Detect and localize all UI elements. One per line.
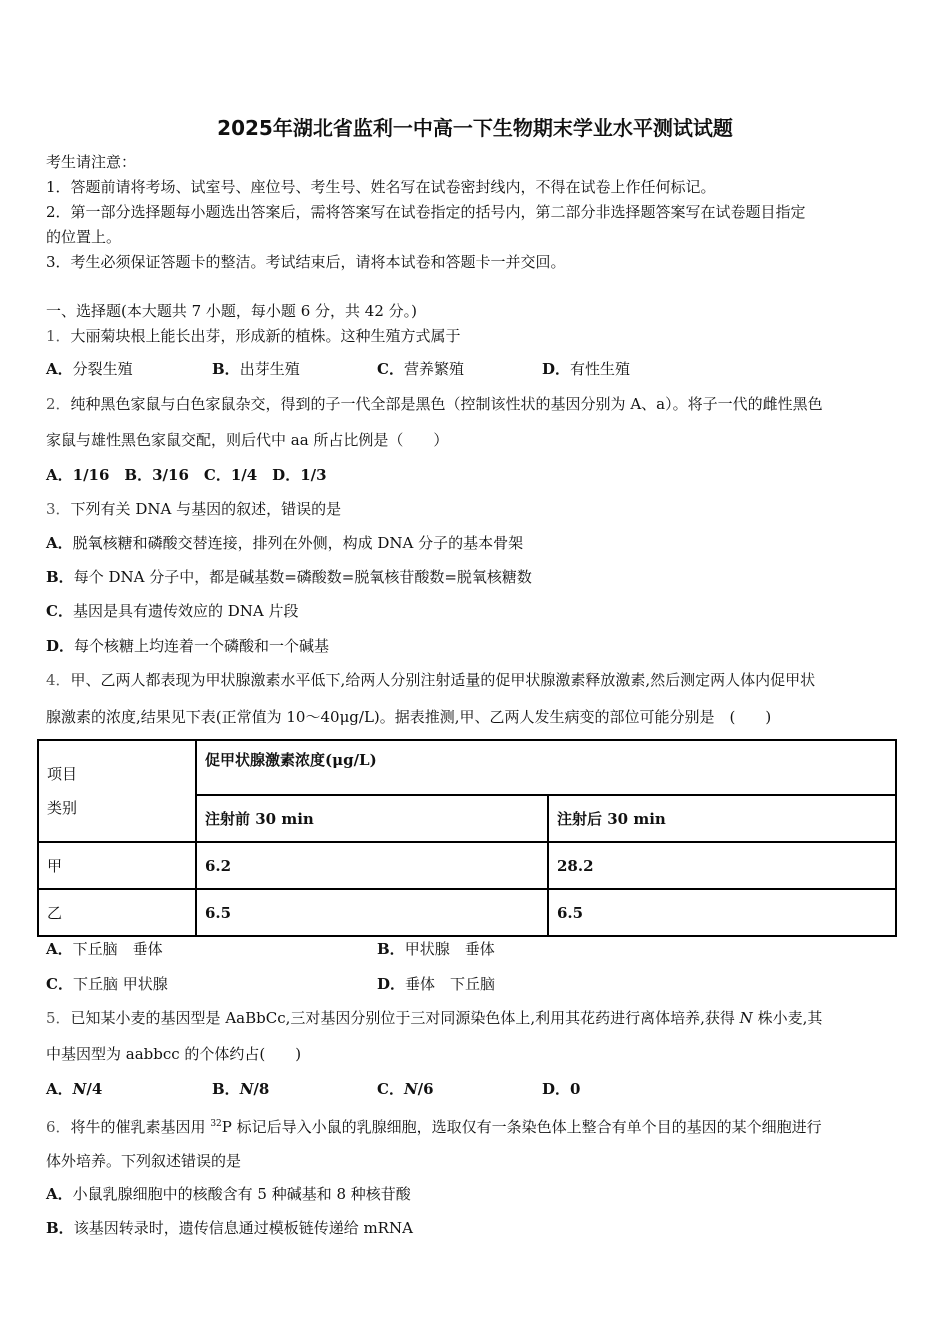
variable-n: N: [239, 1080, 254, 1098]
table-row: [38, 842, 896, 889]
question-text: 下列有关 DNA 与基因的叙述，错误的是: [70, 500, 342, 518]
question-number: 3．: [46, 500, 71, 518]
table-row: [38, 889, 896, 936]
option-text: 垂体 下丘脑: [405, 975, 496, 993]
q4-option-d[interactable]: [377, 973, 495, 995]
cell-before: 6.5: [196, 889, 548, 936]
question-1-stem: [46, 325, 461, 347]
option-key: B．: [46, 568, 74, 586]
q5-option-d[interactable]: [542, 1078, 580, 1100]
option-key: A．: [46, 1080, 73, 1098]
q3-option-c[interactable]: [46, 600, 298, 622]
option-key: D．: [377, 975, 406, 993]
corner-top: 项目: [47, 765, 78, 783]
option-key: B．: [212, 1080, 240, 1098]
group-header: 促甲状腺激素浓度(μg/L): [196, 740, 896, 795]
option-text: /6: [417, 1080, 434, 1098]
q1-option-d[interactable]: [542, 358, 630, 380]
question-text: 纯种黑色家鼠与白色家鼠杂交，得到的子一代全部是黑色（控制该性状的基因分别为 A、a）。将子一代的雌性黑色: [70, 395, 823, 413]
option-text: 每个核糖上均连着一个磷酸和一个碱基: [74, 637, 330, 655]
option-key: C．: [377, 360, 404, 378]
question-text: 甲、乙两人都表现为甲状腺激素水平低下,给两人分别注射适量的促甲状腺激素释放激素,然后测定两人体内促甲状: [70, 671, 816, 689]
q1-option-b[interactable]: [212, 358, 300, 380]
corner-bottom: 类别: [47, 799, 78, 817]
option-key: D．: [46, 637, 75, 655]
cell-after: 28.2: [548, 842, 896, 889]
option-text: 基因是具有遗传效应的 DNA 片段: [72, 602, 299, 620]
question-number: 1．: [46, 327, 71, 345]
option-key: B．: [377, 940, 405, 958]
row-label: 乙: [38, 889, 196, 936]
cell-after: 6.5: [548, 889, 896, 936]
option-text: /4: [86, 1080, 103, 1098]
option-text: 小鼠乳腺细胞中的核酸含有 5 种碱基和 8 种核苷酸: [72, 1185, 411, 1203]
q5-option-a[interactable]: [46, 1078, 102, 1100]
question-text: 将牛的催乳素基因用: [70, 1118, 211, 1136]
col-header-before: 注射前 30 min: [196, 795, 548, 842]
q3-option-d[interactable]: [46, 635, 329, 657]
question-text-tail: 株小麦,其: [752, 1009, 823, 1027]
question-6-stem-line2: 体外培养。下列叙述错误的是: [46, 1152, 242, 1170]
question-4-stem-line1: [46, 669, 815, 691]
option-text: 脱氧核糖和磷酸交替连接，排列在外侧，构成 DNA 分子的基本骨架: [72, 534, 524, 552]
option-text: 甲状腺 垂体: [404, 940, 495, 958]
question-2-stem-line2: 家鼠与雄性黑色家鼠交配，则后代中 aa 所占比例是（ ）: [46, 431, 449, 449]
option-text: /8: [253, 1080, 270, 1098]
option-text: 0: [570, 1080, 581, 1098]
q6-option-a[interactable]: [46, 1183, 411, 1205]
option-text: 分裂生殖: [72, 360, 133, 378]
option-key: A．: [46, 534, 73, 552]
question-5-stem-line2: 中基因型为 aabbcc 的个体约占( ): [46, 1045, 302, 1063]
option-key: C．: [46, 975, 73, 993]
question-3-stem: [46, 498, 341, 520]
option-key: B．: [212, 360, 240, 378]
option-text: 有性生殖: [570, 360, 631, 378]
q4-option-a[interactable]: [46, 938, 163, 960]
question-6-stem-line1: [46, 1113, 822, 1138]
question-4-stem-line2: 腺激素的浓度,结果见下表(正常值为 10～40μg/L)。据表推测,甲、乙两人发生病变的部位可能分别是 ( ): [46, 708, 772, 726]
page-title: 2025年湖北省监利一中高一下生物期末学业水平测试试题: [217, 116, 733, 140]
q3-option-a[interactable]: [46, 532, 523, 554]
cell-before: 6.2: [196, 842, 548, 889]
q5-option-b[interactable]: [212, 1078, 269, 1100]
hormone-table: [37, 739, 897, 937]
variable-n: N: [72, 1080, 87, 1098]
option-key: B．: [46, 1219, 74, 1237]
q4-option-c[interactable]: [46, 973, 168, 995]
option-key: A．: [46, 1185, 73, 1203]
q6-option-b[interactable]: [46, 1217, 413, 1239]
option-text: 每个 DNA 分子中，都是碱基数=磷酸数=脱氧核苷酸数=脱氧核糖数: [73, 568, 532, 586]
q1-option-a[interactable]: [46, 358, 133, 380]
q5-option-c[interactable]: [377, 1078, 434, 1100]
q4-option-b[interactable]: [377, 938, 495, 960]
question-text-tail: P 标记后导入小鼠的乳腺细胞，选取仅有一条染色体上整合有单个目的基因的某个细胞进行: [221, 1118, 822, 1136]
question-number: 5．: [46, 1009, 71, 1027]
row-label: 甲: [38, 842, 196, 889]
variable-n: N: [739, 1009, 753, 1027]
notice-item-2: 2．第一部分选择题每小题选出答案后，需将答案写在试卷指定的括号内，第二部分非选择题答案写在试卷题目指定: [46, 203, 806, 221]
question-2-stem-line1: [46, 393, 823, 415]
option-key: A．: [46, 360, 73, 378]
question-number: 4．: [46, 671, 71, 689]
option-text: 下丘脑 甲状腺: [72, 975, 168, 993]
q1-option-c[interactable]: [377, 358, 464, 380]
question-number: 6．: [46, 1118, 71, 1136]
notice-item-3: 3．考生必须保证答题卡的整洁。考试结束后，请将本试卷和答题卡一并交回。: [46, 253, 566, 271]
question-number: 2．: [46, 395, 71, 413]
option-key: A．: [46, 940, 73, 958]
q2-options[interactable]: A．1/16 B．3/16 C．1/4 D．1/3: [46, 466, 327, 484]
option-text: 出芽生殖: [239, 360, 300, 378]
superscript-32: 32: [210, 1119, 222, 1129]
option-text: 营养繁殖: [403, 360, 464, 378]
col-header-after: 注射后 30 min: [548, 795, 896, 842]
option-key: D．: [542, 1080, 571, 1098]
q3-option-b[interactable]: [46, 566, 532, 588]
table-corner: [38, 740, 196, 842]
notice-item-1: 1．答题前请将考场、试室号、座位号、考生号、姓名写在试卷密封线内，不得在试卷上作任何标记。: [46, 178, 716, 196]
option-key: D．: [542, 360, 571, 378]
notice-heading: 考生请注意：: [46, 153, 137, 171]
option-key: C．: [377, 1080, 404, 1098]
option-key: C．: [46, 602, 73, 620]
question-text: 已知某小麦的基因型是 AaBbCc,三对基因分别位于三对同源染色体上,利用其花药进行离体培养,获得: [70, 1009, 740, 1027]
option-text: 下丘脑 垂体: [72, 940, 163, 958]
option-text: 该基因转录时，遗传信息通过模板链传递给 mRNA: [73, 1219, 413, 1237]
notice-item-2-cont: 的位置上。: [46, 228, 122, 246]
variable-n: N: [403, 1080, 418, 1098]
question-5-stem-line1: [46, 1007, 822, 1029]
question-text: 大丽菊块根上能长出芽，形成新的植株。这种生殖方式属于: [70, 327, 461, 345]
section-heading: 一、选择题(本大题共 7 小题，每小题 6 分，共 42 分。): [46, 302, 417, 320]
